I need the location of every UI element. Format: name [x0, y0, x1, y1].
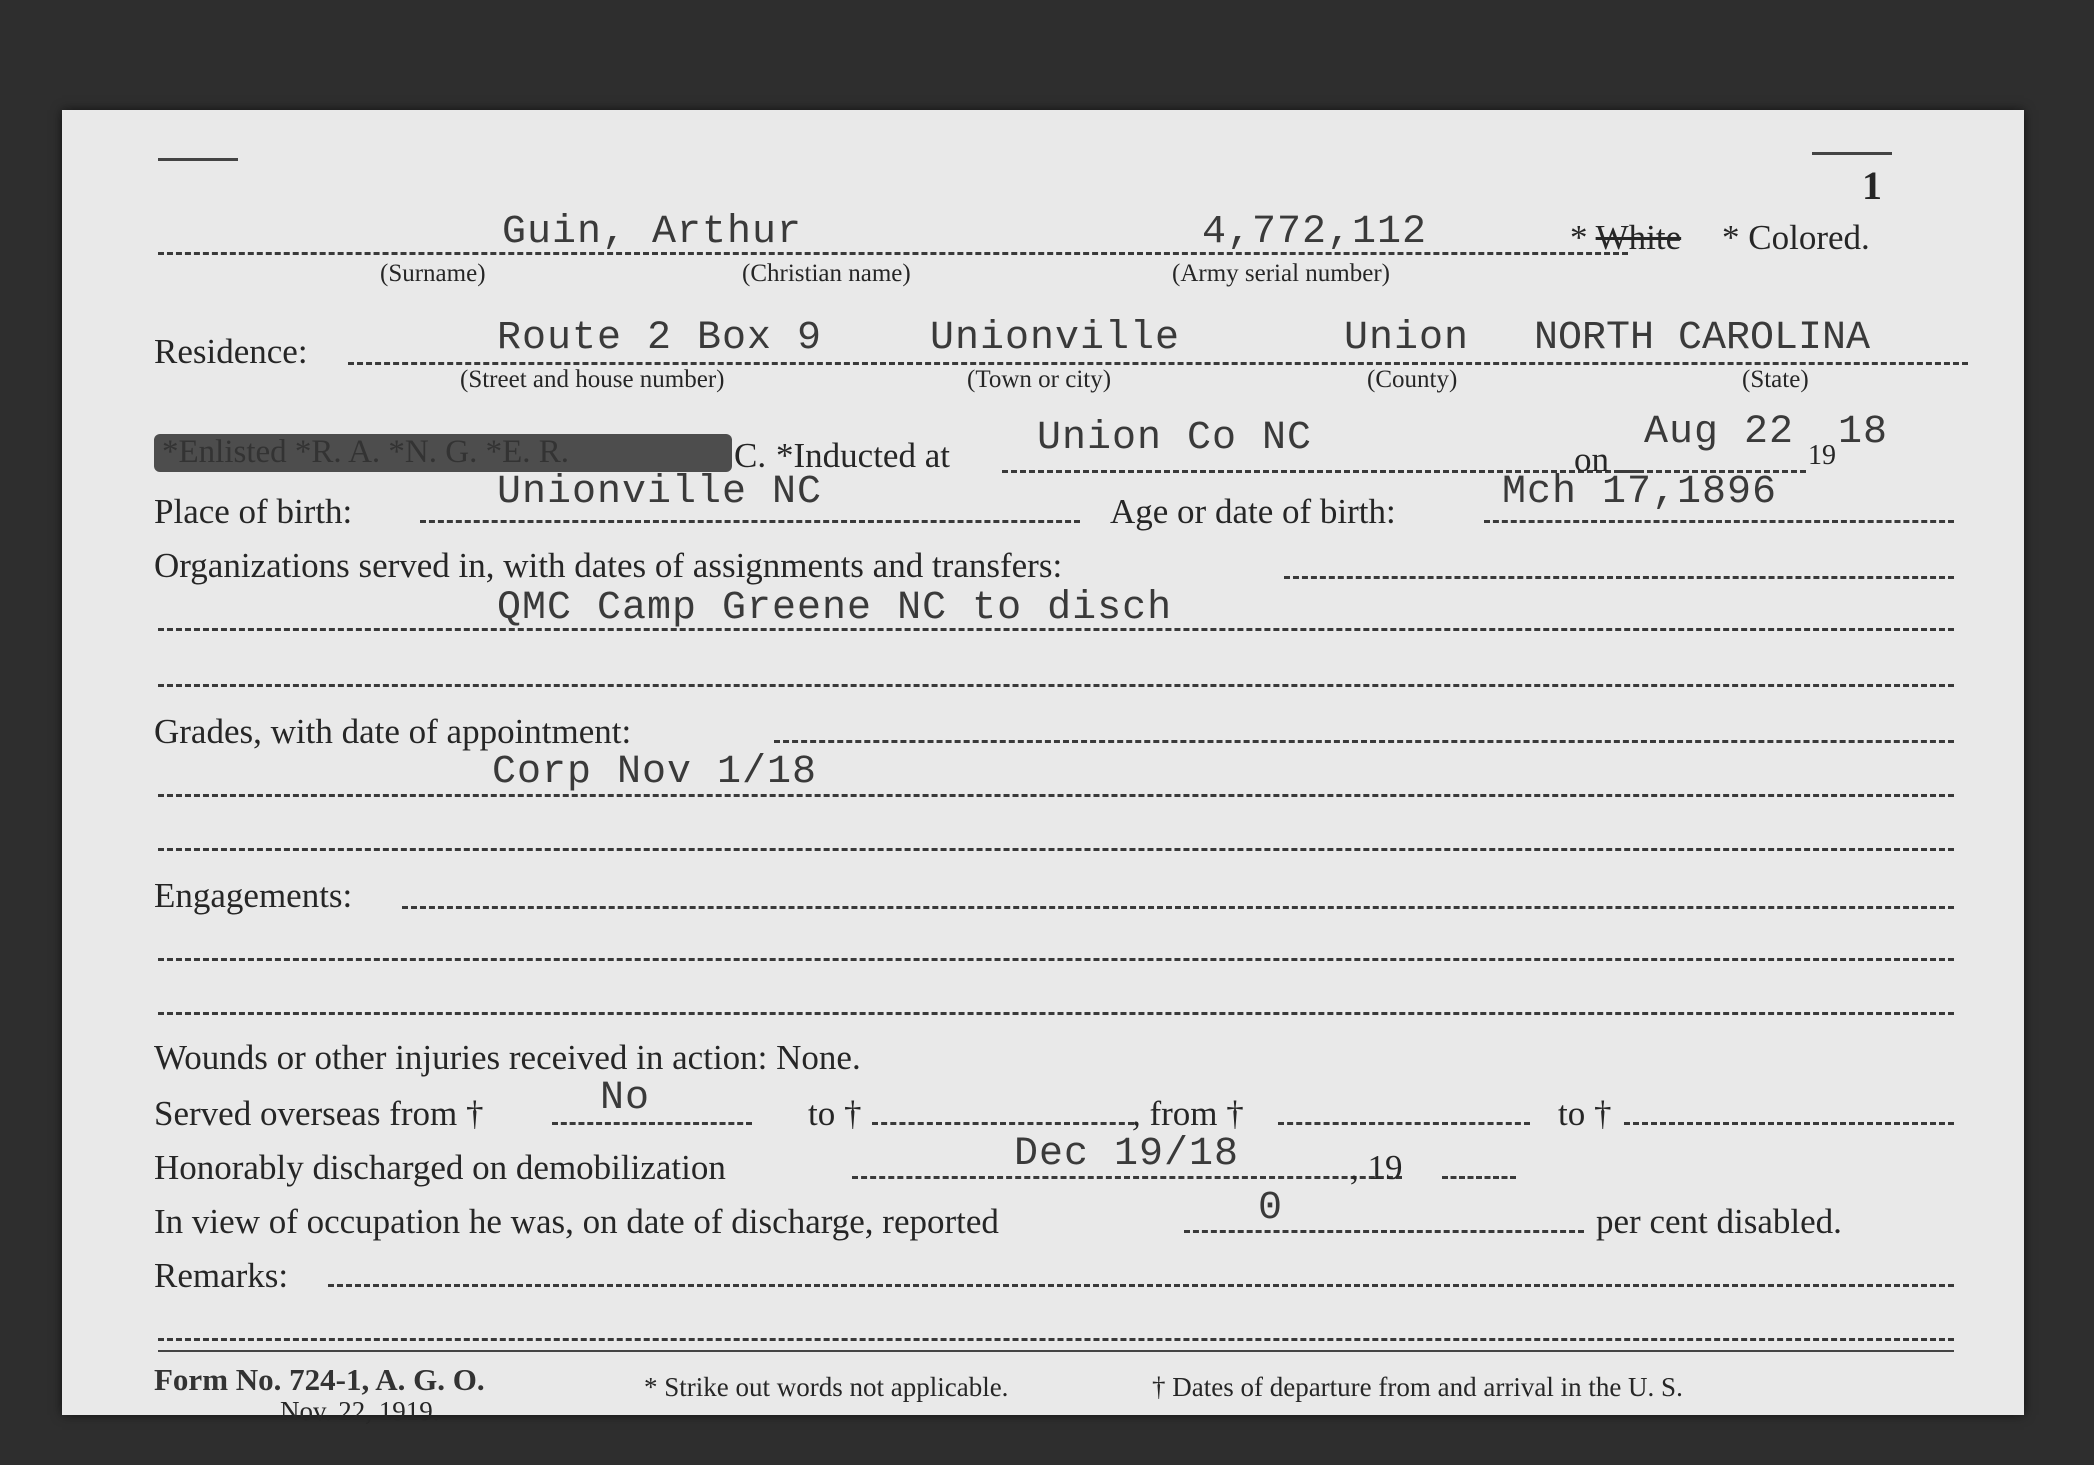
residence-county: Union: [1344, 316, 1470, 361]
residence-street: Route 2 Box 9: [497, 316, 823, 361]
engagements-line-3: [158, 1012, 1954, 1015]
birthdate-line: [1484, 520, 1954, 523]
enlisted-c: C.: [734, 436, 767, 475]
overseas-from-value: No: [600, 1076, 651, 1121]
overseas-to-line: [872, 1122, 1134, 1125]
inducted-at-value: Union Co NC: [1037, 416, 1313, 461]
disability-line: [1184, 1230, 1584, 1233]
disability-suffix: per cent disabled.: [1596, 1202, 1842, 1241]
birthplace-value: Unionville NC: [497, 470, 823, 515]
disability-label: In view of occupation he was, on date of discharge, reported: [154, 1202, 999, 1241]
soldier-name: Guin, Arthur: [502, 210, 803, 255]
form-date: Nov. 22, 1919.: [280, 1396, 440, 1426]
engagements-line-2: [158, 958, 1954, 961]
inducted-on-value: Aug 22: [1644, 410, 1795, 455]
engagements-label: Engagements:: [154, 876, 353, 915]
footnote-strike: * Strike out words not applicable.: [644, 1372, 1009, 1402]
organizations-line-3: [158, 684, 1954, 687]
year-prefix: 19: [1808, 440, 1836, 471]
race-colored: * Colored.: [1722, 218, 1870, 257]
disability-value: 0: [1258, 1186, 1284, 1231]
discharged-value: Dec 19/18: [1014, 1132, 1240, 1177]
army-serial-number: 4,772,112: [1202, 210, 1428, 255]
birthplace-line: [420, 520, 1080, 523]
state-caption: (State): [1742, 366, 1809, 393]
grades-line-3: [158, 848, 1954, 851]
remarks-label: Remarks:: [154, 1256, 289, 1295]
on-label: on: [1574, 440, 1609, 479]
service-record-card: [62, 110, 2024, 1426]
christian-name-caption: (Christian name): [742, 260, 911, 287]
overseas-to2-label: to †: [1558, 1094, 1612, 1133]
discharged-year-line: [1442, 1176, 1516, 1179]
footnote-dates: † Dates of departure from and arrival in the U. S.: [1152, 1372, 1683, 1402]
inducted-label: *Inducted at: [776, 436, 950, 475]
inducted-year: 18: [1838, 410, 1889, 455]
birthdate-value: Mch 17,1896: [1502, 470, 1778, 515]
overseas-to2-line: [1624, 1122, 1954, 1125]
card-number: 1: [1862, 163, 1882, 208]
grades-value: Corp Nov 1/18: [492, 750, 818, 795]
grades-line-2: [158, 794, 1954, 797]
overseas-from2-label: , from †: [1132, 1094, 1244, 1133]
overseas-from2-line: [1278, 1122, 1530, 1125]
grades-label: Grades, with date of appointment:: [154, 712, 632, 751]
overseas-label: Served overseas from †: [154, 1094, 484, 1133]
organizations-value: QMC Camp Greene NC to disch: [497, 586, 1173, 631]
overseas-to-label: to †: [808, 1094, 862, 1133]
town-caption: (Town or city): [967, 366, 1112, 393]
footer-rule: [158, 1350, 1954, 1352]
residence-label: Residence:: [154, 332, 308, 371]
top-right-rule: [1812, 152, 1892, 155]
remarks-line-2: [158, 1338, 1954, 1341]
street-caption: (Street and house number): [460, 366, 725, 393]
residence-state: NORTH CAROLINA: [1534, 316, 1871, 361]
residence-line: [348, 362, 1968, 365]
serial-caption: (Army serial number): [1172, 260, 1390, 287]
race-white: [1570, 218, 1681, 258]
surname-caption: (Surname): [380, 260, 486, 287]
birthdate-label: Age or date of birth:: [1110, 492, 1396, 531]
overseas-from-line: [552, 1122, 752, 1125]
birthplace-label: Place of birth:: [154, 492, 353, 531]
residence-town: Unionville: [930, 316, 1181, 361]
grades-line-1: [774, 740, 1954, 743]
wounds-label: Wounds or other injuries received in action: None.: [154, 1038, 861, 1077]
race-star: *: [1570, 218, 1588, 257]
form-number: Form No. 724-1, A. G. O.: [154, 1362, 485, 1397]
enlisted-redacted: *Enlisted *R. A. *N. G. *E. R.: [154, 434, 732, 472]
organizations-line-1: [1284, 576, 1954, 579]
discharged-label: Honorably discharged on demobilization: [154, 1148, 726, 1187]
county-caption: (County): [1367, 366, 1458, 393]
engagements-line-1: [402, 906, 1954, 909]
remarks-line-1: [328, 1284, 1954, 1287]
organizations-line-2: [158, 628, 1954, 631]
organizations-label: Organizations served in, with dates of assignments and transfers:: [154, 546, 1063, 585]
top-left-rule: [158, 158, 238, 161]
discharged-year-label: , 19: [1350, 1148, 1403, 1187]
race-white-struck: White: [1595, 218, 1682, 257]
